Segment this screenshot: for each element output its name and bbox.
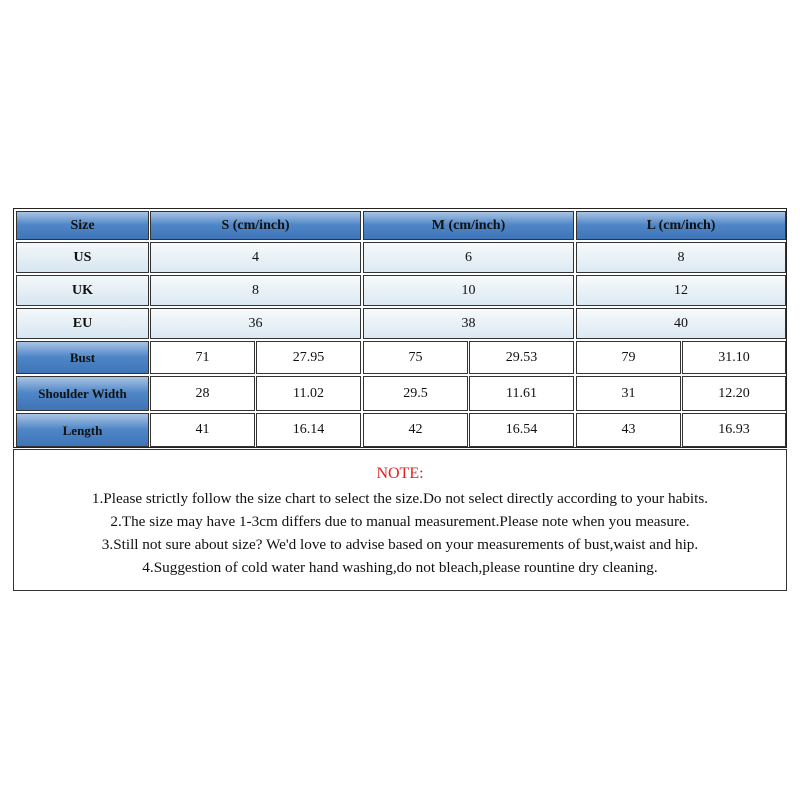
uk-m-value: 10 <box>363 275 574 306</box>
eu-s-value: 36 <box>150 308 361 339</box>
eu-m-value: 38 <box>363 308 574 339</box>
row-label-uk: UK <box>16 275 149 306</box>
row-label-eu: EU <box>16 308 149 339</box>
bust-l-inch: 31.10 <box>682 341 786 374</box>
note-line-1: 1.Please strictly follow the size chart to select the size.Do not select directly according to your habits. <box>91 490 709 507</box>
bust-s-cm: 71 <box>150 341 255 374</box>
note-title: NOTE: <box>376 465 424 482</box>
bust-m-cm: 75 <box>363 341 468 374</box>
header-s: S (cm/inch) <box>150 211 361 240</box>
shoulder-s-cm: 28 <box>150 376 255 411</box>
length-m-cm: 42 <box>363 413 468 447</box>
row-label-length: Length <box>16 413 149 447</box>
shoulder-s-inch: 11.02 <box>256 376 361 411</box>
us-l-value: 8 <box>576 242 786 273</box>
note-line-4: 4.Suggestion of cold water hand washing,do not bleach,please rountine dry cleaning. <box>142 559 658 576</box>
length-l-inch: 16.93 <box>682 413 786 447</box>
bust-m-inch: 29.53 <box>469 341 574 374</box>
eu-l-value: 40 <box>576 308 786 339</box>
uk-l-value: 12 <box>576 275 786 306</box>
length-s-inch: 16.14 <box>256 413 361 447</box>
shoulder-l-inch: 12.20 <box>682 376 786 411</box>
note-box <box>13 449 787 591</box>
header-l: L (cm/inch) <box>576 211 786 240</box>
uk-s-value: 8 <box>150 275 361 306</box>
shoulder-l-cm: 31 <box>576 376 681 411</box>
header-size: Size <box>16 211 149 240</box>
row-label-bust: Bust <box>16 341 149 374</box>
bust-l-cm: 79 <box>576 341 681 374</box>
length-m-inch: 16.54 <box>469 413 574 447</box>
header-m: M (cm/inch) <box>363 211 574 240</box>
shoulder-m-cm: 29.5 <box>363 376 468 411</box>
shoulder-m-inch: 11.61 <box>469 376 574 411</box>
row-label-shoulder-width: Shoulder Width <box>16 376 149 411</box>
us-s-value: 4 <box>150 242 361 273</box>
length-l-cm: 43 <box>576 413 681 447</box>
bust-s-inch: 27.95 <box>256 341 361 374</box>
note-line-2: 2.The size may have 1-3cm differs due to manual measurement.Please note when you measure. <box>110 513 690 530</box>
size-table <box>13 208 787 448</box>
row-label-us: US <box>16 242 149 273</box>
length-s-cm: 41 <box>150 413 255 447</box>
us-m-value: 6 <box>363 242 574 273</box>
note-line-3: 3.Still not sure about size? We'd love to advise based on your measurements of bust,waist and hip. <box>101 536 699 553</box>
